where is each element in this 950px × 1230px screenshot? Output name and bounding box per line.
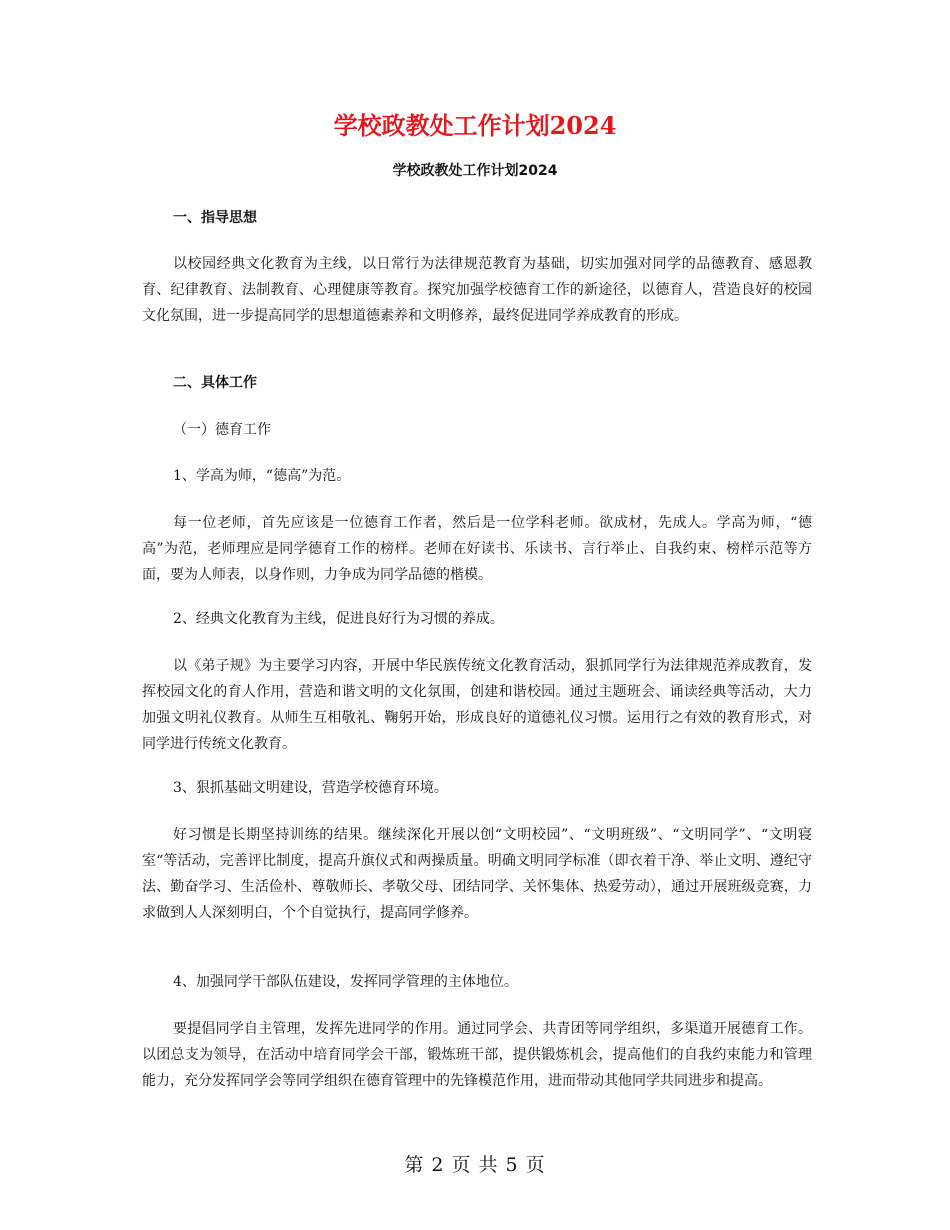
section-heading-work: 二、具体工作	[173, 375, 257, 391]
item-paragraph-2: 以《弟子规》为主要学习内容，开展中华民族传统文化教育活动，狠抓同学行为法律规范养成教育，发挥校园文化的育人作用，营造和谐文明的文化氛围，创建和谐校园。通过主题班会、诵读经典等活动，大力加强文明礼仪教育。从师生互相敬礼、鞠躬开始，形成良好的道德礼仪习惯。运用行之有效的教育形式，对同学进行传统文化教育。	[142, 658, 812, 752]
item-paragraph-1: 每一位老师，首先应该是一位德育工作者，然后是一位学科老师。欲成材，先成人。学高为师，“德高”为范，老师理应是同学德育工作的榜样。老师在好读书、乐读书、言行举止、自我约束、榜样示范等方面，要为人师表，以身作则，力争成为同学品德的楷模。	[142, 515, 812, 583]
item-title-4: 4、加强同学干部队伍建设，发挥同学管理的主体地位。	[173, 974, 518, 990]
document-subtitle: 学校政教处工作计划2024	[392, 163, 558, 179]
item-title-1: 1、学高为师，“德高”为范。	[173, 468, 351, 484]
paragraph-guiding: 以校园经典文化教育为主线，以日常行为法律规范教育为基础，切实加强对同学的品德教育、感恩教育、纪律教育、法制教育、心理健康等教育。探究加强学校德育工作的新途径，以德育人，营造良好的校园文化氛围，进一步提高同学的思想道德素养和文明修养，最终促进同学养成教育的形成。	[142, 256, 812, 324]
subsection-heading-moral: （一）德育工作	[173, 422, 271, 438]
item-paragraph-3: 好习惯是长期坚持训练的结果。继续深化开展以创“文明校园”、“文明班级”、“文明同学”、“文明寝室“等活动，完善评比制度，提高升旗仪式和两操质量。明确文明同学标准（即衣着干净、举止文明、遵纪守法、勤奋学习、生活俭朴、尊敬师长、孝敬父母、团结同学、关怀集体、热爱劳动），通过开展班级竞赛，力求做到人人深刻明白，个个自觉执行，提高同学修养。	[142, 827, 812, 921]
item-title-2: 2、经典文化教育为主线，促进良好行为习惯的养成。	[173, 611, 504, 627]
page-number-footer: 第 2 页 共 5 页	[404, 1154, 546, 1176]
item-paragraph-4: 要提倡同学自主管理，发挥先进同学的作用。通过同学会、共青团等同学组织，多渠道开展德育工作。以团总支为领导，在活动中培育同学会干部，锻炼班干部，提供锻炼机会，提高他们的自我约束能力和管理能力，充分发挥同学会等同学组织在德育管理中的先锋模范作用，进而带动其他同学共同进步和提高。	[142, 1021, 812, 1089]
section-heading-guiding: 一、指导思想	[173, 210, 257, 226]
item-title-3: 3、狠抓基础文明建设，营造学校德育环境。	[173, 780, 448, 796]
document-title: 学校政教处工作计划2024	[333, 111, 617, 140]
